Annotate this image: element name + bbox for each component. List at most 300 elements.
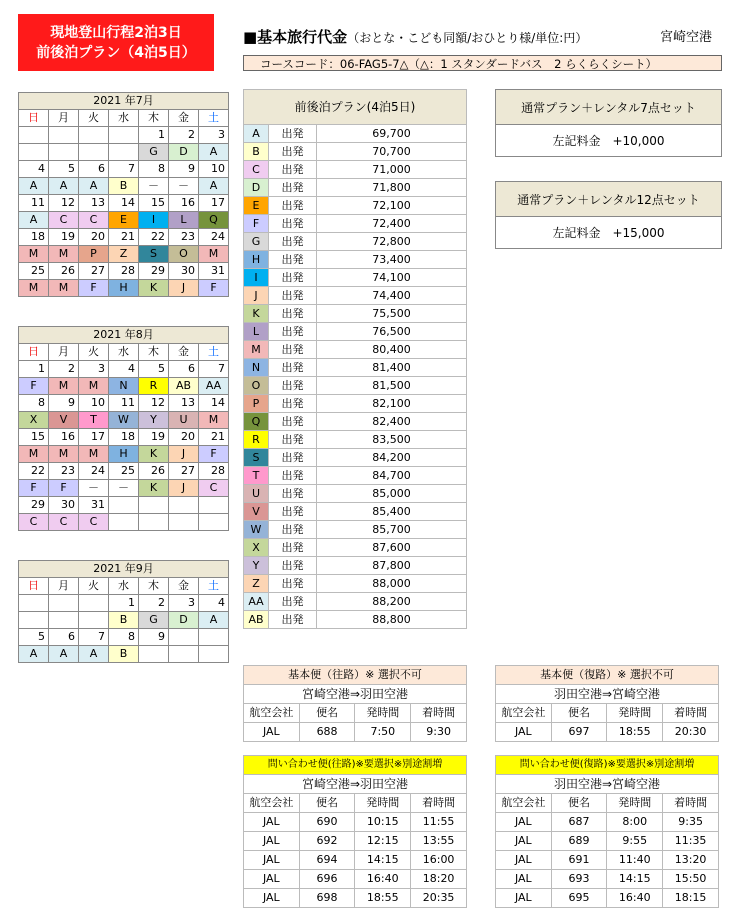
departure-label: 出発 [269, 395, 317, 413]
flight-cell: 9:35 [663, 813, 719, 832]
calendar-day: 4 [199, 595, 229, 612]
rental-12-set [495, 181, 722, 249]
flight-cell: 11:35 [663, 832, 719, 851]
flight-cell: 18:20 [411, 870, 467, 889]
price-code: AB [244, 611, 269, 629]
calendar-day: 23 [49, 463, 79, 480]
price-row [244, 359, 467, 377]
calendar-day: 9 [169, 161, 199, 178]
price-code: L [244, 323, 269, 341]
calendar-day: 1 [109, 595, 139, 612]
calendar-price-code: AA [199, 378, 229, 395]
calendar-price-code: AB [169, 378, 199, 395]
flight-cell: 9:30 [411, 723, 467, 742]
course-code: コースコード：06-FAG5-7△（△：1 スタンダードバス 2 らくらくシート） [243, 55, 722, 71]
calendar-price-code: G [139, 612, 169, 629]
price-value: 81,500 [317, 377, 467, 395]
price-value: 87,800 [317, 557, 467, 575]
departure-label: 出発 [269, 503, 317, 521]
calendar-table [18, 560, 229, 663]
price-value: 70,700 [317, 143, 467, 161]
flight-column-header: 発時間 [607, 794, 663, 813]
price-value: 88,000 [317, 575, 467, 593]
flight-title: 問い合わせ便(往路)※要選択※別途割増 [244, 756, 467, 775]
calendar-day: 16 [169, 195, 199, 212]
flight-title: 基本便（復路）※ 選択不可 [496, 666, 719, 685]
flight-cell: 687 [551, 813, 607, 832]
flight-row [496, 832, 719, 851]
weekday-label: 水 [109, 110, 139, 127]
price-value: 69,700 [317, 125, 467, 143]
price-value: 82,100 [317, 395, 467, 413]
calendar-day: 1 [19, 361, 49, 378]
flight-row [244, 832, 467, 851]
calendar-day: 4 [109, 361, 139, 378]
rental-12-price: 左記料金 +15,000 [496, 217, 722, 249]
calendar-day: 4 [19, 161, 49, 178]
calendar-day: 18 [19, 229, 49, 246]
price-row [244, 305, 467, 323]
calendar-day: 10 [79, 395, 109, 412]
calendar-price-code [19, 144, 49, 161]
flight-row [496, 870, 719, 889]
flight-column-header: 航空会社 [244, 704, 300, 723]
calendar-price-code: M [49, 446, 79, 463]
flight-cell: 694 [299, 851, 355, 870]
price-row [244, 431, 467, 449]
price-code: P [244, 395, 269, 413]
flight-column-header: 発時間 [355, 794, 411, 813]
calendar-day: 25 [109, 463, 139, 480]
price-row [244, 503, 467, 521]
flight-cell: 16:00 [411, 851, 467, 870]
calendar-price-code: O [169, 246, 199, 263]
weekday-label: 土 [199, 344, 229, 361]
calendar-price-code: Z [109, 246, 139, 263]
calendar-price-code: A [49, 178, 79, 195]
flight-column-header: 便名 [299, 704, 355, 723]
calendar-price-code: M [199, 246, 229, 263]
calendar-day: 18 [109, 429, 139, 446]
departure-label: 出発 [269, 593, 317, 611]
price-row [244, 233, 467, 251]
flight-column-header: 航空会社 [244, 794, 300, 813]
price-table [243, 89, 467, 629]
flight-cell: 11:55 [411, 813, 467, 832]
departure-label: 出発 [269, 233, 317, 251]
calendar-price-code [79, 144, 109, 161]
flight-cell: 8:00 [607, 813, 663, 832]
calendar-day: 2 [139, 595, 169, 612]
flight-row [244, 813, 467, 832]
flight-cell: 14:15 [607, 870, 663, 889]
calendar-price-code: M [19, 246, 49, 263]
calendar-day [79, 595, 109, 612]
price-value: 72,100 [317, 197, 467, 215]
calendar-price-code: H [109, 446, 139, 463]
calendar-day: 19 [49, 229, 79, 246]
flight-cell: JAL [496, 723, 552, 742]
calendar-price-code: S [139, 246, 169, 263]
flight-title: 問い合わせ便(復路)※要選択※別途割増 [496, 756, 719, 775]
calendar-day: 17 [79, 429, 109, 446]
calendar-day: 30 [49, 497, 79, 514]
calendar-price-code: Y [139, 412, 169, 429]
flight-cell: 15:50 [663, 870, 719, 889]
departure-label: 出発 [269, 323, 317, 341]
departure-label: 出発 [269, 161, 317, 179]
flight-table [243, 755, 467, 908]
flight-cell: 693 [551, 870, 607, 889]
price-value: 87,600 [317, 539, 467, 557]
flight-column-header: 発時間 [355, 704, 411, 723]
departure-label: 出発 [269, 179, 317, 197]
flight-cell: 14:15 [355, 851, 411, 870]
calendar-price-code [169, 646, 199, 663]
price-code: F [244, 215, 269, 233]
price-code: U [244, 485, 269, 503]
price-value: 88,200 [317, 593, 467, 611]
calendar-day: 15 [139, 195, 169, 212]
price-code: Y [244, 557, 269, 575]
price-value: 88,800 [317, 611, 467, 629]
flight-row [496, 813, 719, 832]
departure-label: 出発 [269, 125, 317, 143]
flight-column-header: 発時間 [607, 704, 663, 723]
weekday-label: 土 [199, 110, 229, 127]
calendar-august [18, 326, 229, 531]
price-value: 85,000 [317, 485, 467, 503]
calendar-day: 6 [79, 161, 109, 178]
calendar-day: 5 [49, 161, 79, 178]
price-value: 73,400 [317, 251, 467, 269]
calendar-price-code: － [169, 178, 199, 195]
flight-route: 宮崎空港⇒羽田空港 [244, 685, 467, 704]
calendar-price-code: T [79, 412, 109, 429]
flight-column-header: 着時間 [663, 704, 719, 723]
rental-7-title: 通常プラン＋レンタル7点セット [496, 90, 722, 125]
flight-cell: JAL [244, 851, 300, 870]
calendar-price-code: A [49, 646, 79, 663]
calendar-day: 7 [199, 361, 229, 378]
calendar-price-code: M [19, 446, 49, 463]
departure-label: 出発 [269, 521, 317, 539]
calendar-price-code: K [139, 446, 169, 463]
calendar-day: 23 [169, 229, 199, 246]
price-value: 85,400 [317, 503, 467, 521]
calendar-day: 8 [109, 629, 139, 646]
calendar-table [18, 92, 229, 297]
calendar-day: 9 [139, 629, 169, 646]
departure-label: 出発 [269, 449, 317, 467]
flight-cell: 18:55 [355, 889, 411, 908]
calendar-day: 6 [169, 361, 199, 378]
calendar-price-code: M [79, 446, 109, 463]
price-value: 74,400 [317, 287, 467, 305]
calendar-september [18, 560, 229, 663]
weekday-label: 木 [139, 578, 169, 595]
calendar-price-code: I [139, 212, 169, 229]
calendar-price-code: M [49, 280, 79, 297]
calendar-price-code [169, 514, 199, 531]
weekday-label: 火 [79, 344, 109, 361]
price-code: Z [244, 575, 269, 593]
flight-cell: JAL [496, 851, 552, 870]
calendar-day: 13 [169, 395, 199, 412]
calendar-price-code: F [199, 280, 229, 297]
calendar-day: 20 [79, 229, 109, 246]
calendar-price-code: M [19, 280, 49, 297]
price-code: J [244, 287, 269, 305]
price-code: N [244, 359, 269, 377]
plan-badge [18, 14, 214, 71]
flight-cell: 691 [551, 851, 607, 870]
price-value: 84,700 [317, 467, 467, 485]
calendar-day: 22 [139, 229, 169, 246]
departure-label: 出発 [269, 377, 317, 395]
weekday-label: 日 [19, 344, 49, 361]
price-row [244, 179, 467, 197]
rental-12-title: 通常プラン＋レンタル12点セット [496, 182, 722, 217]
price-code: R [244, 431, 269, 449]
flight-title: 基本便（往路）※ 選択不可 [244, 666, 467, 685]
flight-cell: 697 [551, 723, 607, 742]
flight-cell: 689 [551, 832, 607, 851]
calendar-day: 24 [79, 463, 109, 480]
calendar-price-code: G [139, 144, 169, 161]
flight-route: 羽田空港⇒宮崎空港 [496, 685, 719, 704]
price-row [244, 377, 467, 395]
calendar-price-code: M [49, 246, 79, 263]
calendar-day: 11 [19, 195, 49, 212]
calendar-day [49, 595, 79, 612]
calendar-price-code: X [19, 412, 49, 429]
calendar-price-code: B [109, 612, 139, 629]
calendar-day: 16 [49, 429, 79, 446]
flight-option-outbound [243, 755, 467, 908]
calendar-day [139, 497, 169, 514]
flight-cell: 7:50 [355, 723, 411, 742]
price-row [244, 269, 467, 287]
calendar-price-code: J [169, 280, 199, 297]
calendar-day: 12 [49, 195, 79, 212]
flight-column-header: 着時間 [663, 794, 719, 813]
price-code: S [244, 449, 269, 467]
calendar-day: 29 [19, 497, 49, 514]
price-code: O [244, 377, 269, 395]
calendar-day [199, 497, 229, 514]
flight-cell: 13:55 [411, 832, 467, 851]
weekday-label: 金 [169, 344, 199, 361]
calendar-day [169, 497, 199, 514]
calendar-price-code [19, 612, 49, 629]
calendar-day: 5 [139, 361, 169, 378]
price-row [244, 539, 467, 557]
flight-column-header: 着時間 [411, 704, 467, 723]
price-row [244, 485, 467, 503]
price-code: B [244, 143, 269, 161]
weekday-label: 金 [169, 578, 199, 595]
price-code: A [244, 125, 269, 143]
price-heading [243, 26, 587, 47]
calendar-day: 15 [19, 429, 49, 446]
calendar-day: 13 [79, 195, 109, 212]
price-value: 71,800 [317, 179, 467, 197]
weekday-label: 月 [49, 344, 79, 361]
rental-7-price: 左記料金 +10,000 [496, 125, 722, 157]
price-code: X [244, 539, 269, 557]
calendar-price-code: K [139, 480, 169, 497]
calendar-day [49, 127, 79, 144]
calendar-price-code: M [79, 378, 109, 395]
calendar-price-code: A [199, 178, 229, 195]
calendar-price-code: C [49, 212, 79, 229]
price-code: M [244, 341, 269, 359]
weekday-label: 水 [109, 344, 139, 361]
weekday-label: 水 [109, 578, 139, 595]
price-value: 75,500 [317, 305, 467, 323]
flight-cell: 20:35 [411, 889, 467, 908]
weekday-label: 日 [19, 110, 49, 127]
rental-7-set [495, 89, 722, 157]
price-heading-title: ■基本旅行代金 [243, 28, 348, 46]
flight-column-header: 便名 [551, 794, 607, 813]
price-value: 74,100 [317, 269, 467, 287]
calendar-price-code: C [19, 514, 49, 531]
calendar-day: 24 [199, 229, 229, 246]
price-value: 72,800 [317, 233, 467, 251]
calendar-day [19, 127, 49, 144]
departure-label: 出発 [269, 539, 317, 557]
flight-row [244, 723, 467, 742]
calendar-price-code: A [79, 178, 109, 195]
calendar-day: 22 [19, 463, 49, 480]
flight-table [243, 665, 467, 742]
calendar-price-code: D [169, 144, 199, 161]
calendar-price-code [109, 144, 139, 161]
flight-cell: 18:15 [663, 889, 719, 908]
departure-label: 出発 [269, 287, 317, 305]
departure-label: 出発 [269, 305, 317, 323]
price-value: 72,400 [317, 215, 467, 233]
departure-label: 出発 [269, 215, 317, 233]
calendar-day: 31 [199, 263, 229, 280]
calendar-price-code: K [139, 280, 169, 297]
calendar-price-code [109, 514, 139, 531]
calendar-price-code [49, 612, 79, 629]
flight-table [495, 755, 719, 908]
flight-row [496, 723, 719, 742]
departure-label: 出発 [269, 251, 317, 269]
calendar-price-code: C [49, 514, 79, 531]
calendar-price-code: － [139, 178, 169, 195]
calendar-day: 25 [19, 263, 49, 280]
departure-label: 出発 [269, 197, 317, 215]
calendar-day: 19 [139, 429, 169, 446]
calendar-price-code: W [109, 412, 139, 429]
flight-cell: 18:55 [607, 723, 663, 742]
flight-column-header: 航空会社 [496, 704, 552, 723]
calendar-price-code: F [19, 378, 49, 395]
calendar-day: 17 [199, 195, 229, 212]
price-code: T [244, 467, 269, 485]
price-value: 82,400 [317, 413, 467, 431]
flight-cell: 696 [299, 870, 355, 889]
calendar-price-code [49, 144, 79, 161]
flight-cell: JAL [244, 832, 300, 851]
calendar-day: 27 [169, 463, 199, 480]
flight-cell: 698 [299, 889, 355, 908]
price-row [244, 341, 467, 359]
calendar-day: 10 [199, 161, 229, 178]
price-code: Q [244, 413, 269, 431]
calendar-price-code: R [139, 378, 169, 395]
calendar-title: 2021 年8月 [19, 327, 229, 344]
flight-cell: JAL [496, 889, 552, 908]
flight-cell: JAL [496, 870, 552, 889]
flight-row [496, 889, 719, 908]
price-heading-note: （おとな・こども同額/おひとり様/単位:円） [347, 31, 588, 45]
calendar-price-code: F [49, 480, 79, 497]
calendar-price-code: C [79, 514, 109, 531]
weekday-label: 木 [139, 110, 169, 127]
price-code: C [244, 161, 269, 179]
flight-route: 羽田空港⇒宮崎空港 [496, 775, 719, 794]
flight-cell: 16:40 [607, 889, 663, 908]
calendar-price-code: A [19, 646, 49, 663]
calendar-day [109, 127, 139, 144]
weekday-label: 月 [49, 110, 79, 127]
departure-label: 出発 [269, 413, 317, 431]
price-row [244, 323, 467, 341]
calendar-price-code: M [49, 378, 79, 395]
price-row [244, 143, 467, 161]
calendar-price-code: A [199, 144, 229, 161]
calendar-day [199, 629, 229, 646]
calendar-day: 2 [49, 361, 79, 378]
calendar-price-code: E [109, 212, 139, 229]
price-row [244, 575, 467, 593]
flight-route: 宮崎空港⇒羽田空港 [244, 775, 467, 794]
flight-cell: 12:15 [355, 832, 411, 851]
flight-cell: JAL [496, 813, 552, 832]
calendar-day: 9 [49, 395, 79, 412]
price-row [244, 467, 467, 485]
calendar-day: 12 [139, 395, 169, 412]
calendar-day: 30 [169, 263, 199, 280]
weekday-label: 木 [139, 344, 169, 361]
price-value: 85,700 [317, 521, 467, 539]
departure-label: 出発 [269, 575, 317, 593]
flight-table [495, 665, 719, 742]
departure-label: 出発 [269, 269, 317, 287]
flight-cell: JAL [244, 723, 300, 742]
price-code: W [244, 521, 269, 539]
calendar-price-code: A [19, 178, 49, 195]
calendar-day: 11 [109, 395, 139, 412]
calendar-price-code: L [169, 212, 199, 229]
calendar-day: 31 [79, 497, 109, 514]
price-row [244, 593, 467, 611]
price-value: 81,400 [317, 359, 467, 377]
calendar-price-code: B [109, 646, 139, 663]
calendar-price-code: C [199, 480, 229, 497]
price-value: 76,500 [317, 323, 467, 341]
weekday-label: 金 [169, 110, 199, 127]
calendar-price-code: J [169, 446, 199, 463]
calendar-day: 29 [139, 263, 169, 280]
calendar-price-code [199, 646, 229, 663]
